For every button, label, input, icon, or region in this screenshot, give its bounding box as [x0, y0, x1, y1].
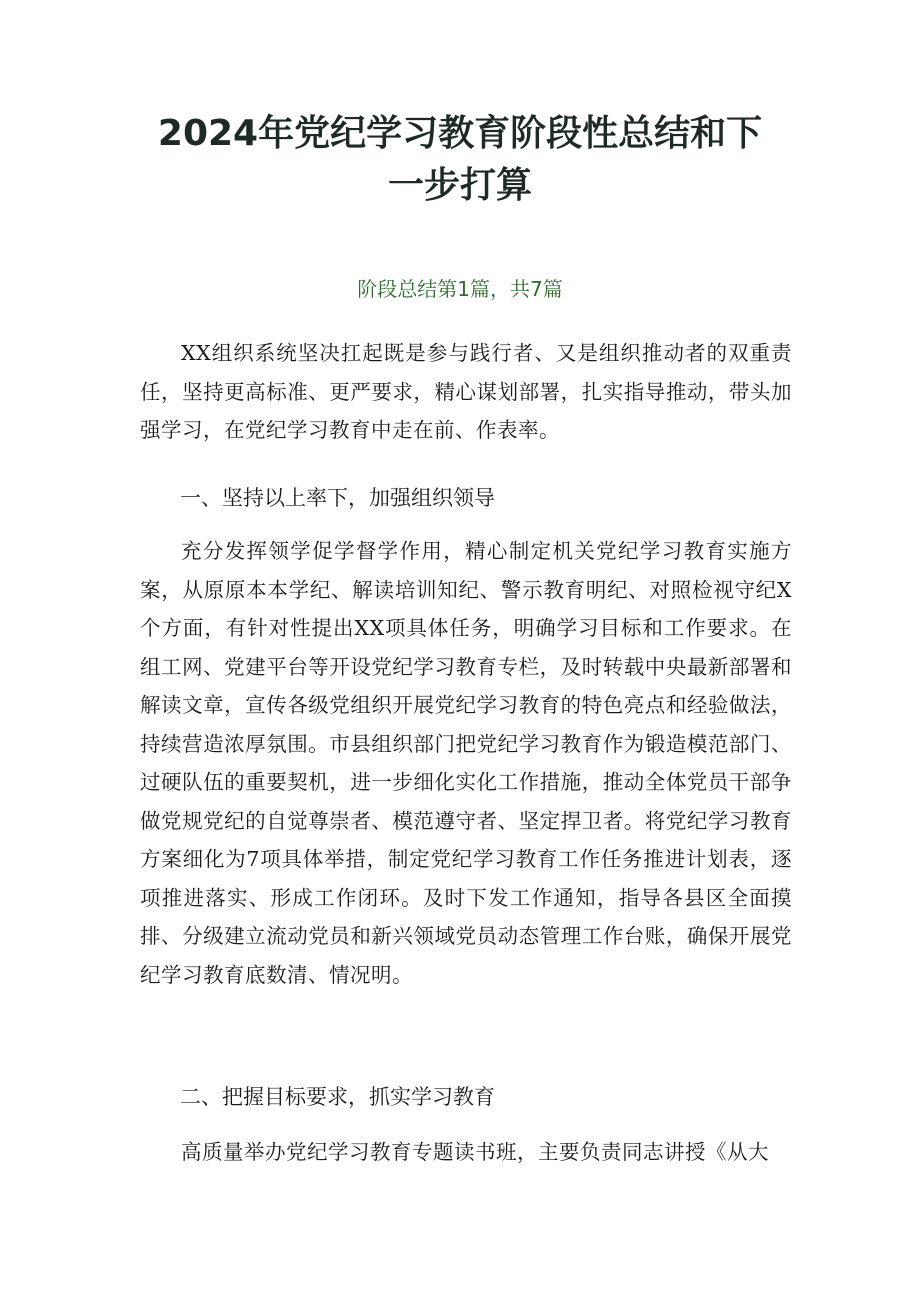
- section1-heading: 一、坚持以上率下，加强组织领导: [180, 486, 495, 510]
- document-title: 2024年党纪学习教育阶段性总结和下一步打算: [157, 113, 763, 206]
- intro-paragraph: XX组织系统坚决扛起既是参与践行者、又是组织推动者的双重责任，坚持更高标准、更严要求，精心谋划部署，扎实指导推动，带头加强学习，在党纪学习教育中走在前、作表率。: [140, 341, 792, 442]
- section2-paragraph: 高质量举办党纪学习教育专题读书班，主要负责同志讲授《从大: [181, 1140, 769, 1164]
- section2-heading: 二、把握目标要求，抓实学习教育: [180, 1085, 495, 1109]
- document-subtitle: 阶段总结第1篇，共7篇: [357, 277, 563, 301]
- section1-paragraph: 充分发挥领学促学督学作用，精心制定机关党纪学习教育实施方案，从原原本本学纪、解读培训知纪、警示教育明纪、对照检视守纪X个方面，有针对性提出XX项具体任务，明确学习目标和工作要求。在组工网、党建平台等开设党纪学习教育专栏，及时转载中央最新部署和解读文章，宣传各级党组织开展党纪学习教育的特色亮点和经验做法，持续营造浓厚氛围。市县组织部门把党纪学习教育作为锻造模范部门、过硬队伍的重要契机，进一步细化实化工作措施，推动全体党员干部争做党规党纪的自觉尊崇者、模范遵守者、坚定捍卫者。将党纪学习教育方案细化为7项具体举措，制定党纪学习教育工作任务推进计划表，逐项推进落实、形成工作闭环。及时下发工作通知，指导各县区全面摸排、分级建立流动党员和新兴领域党员动态管理工作台账，确保开展党纪学习教育底数清、情况明。: [140, 539, 792, 987]
